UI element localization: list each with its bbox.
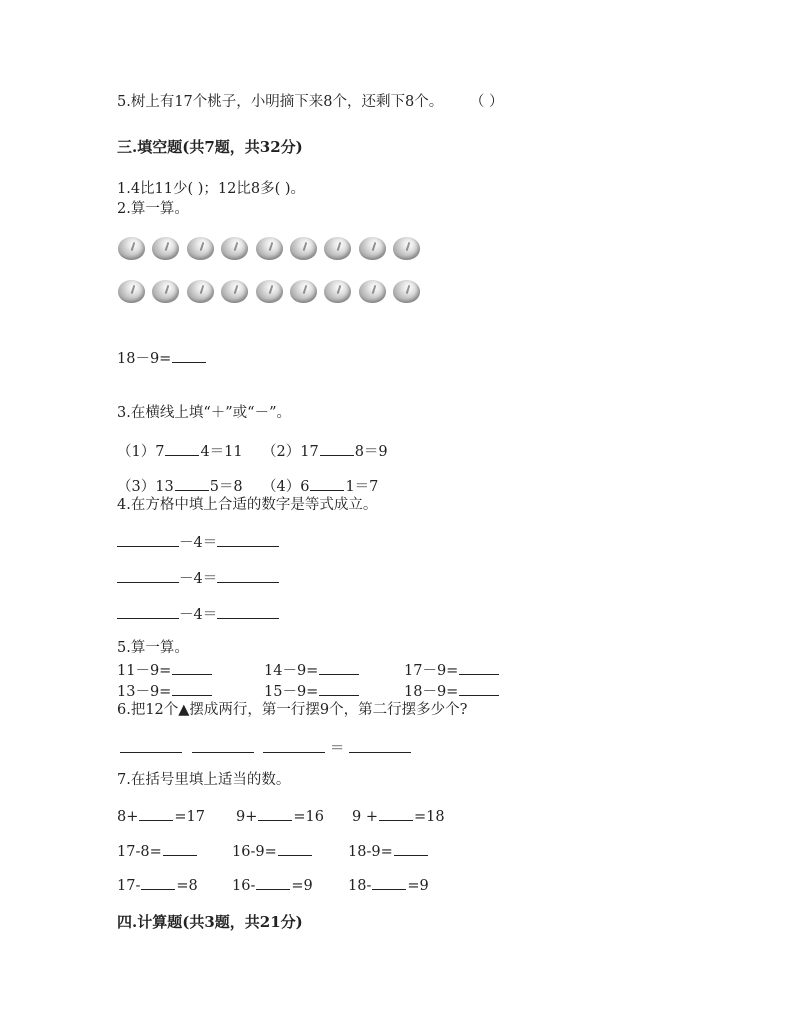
q7-item <box>117 875 198 895</box>
answer-paren[interactable]: （ ） <box>469 94 504 110</box>
section-3-title: 三.填空题(共7题，共32分) <box>117 138 303 156</box>
answer-blank[interactable] <box>172 348 206 363</box>
q6-equals: ＝ <box>329 741 345 757</box>
answer-blank[interactable] <box>349 738 411 753</box>
answer-blank[interactable] <box>278 841 312 856</box>
q5-item <box>264 681 360 701</box>
q5-item-text: 13－9= <box>117 684 172 700</box>
q7-pre: 16-9= <box>232 844 277 860</box>
fill-question-7: 7.在括号里填上适当的数。 <box>117 772 291 788</box>
q5-item-text: 18－9= <box>404 684 459 700</box>
section-4-title: 四.计算题(共3题，共21分) <box>117 913 303 931</box>
answer-blank[interactable] <box>320 441 354 456</box>
answer-blank[interactable] <box>258 806 292 821</box>
peach-icon <box>359 280 386 303</box>
answer-blank[interactable] <box>117 604 179 619</box>
peach-icon <box>221 280 248 303</box>
q5-item-text: 15－9= <box>264 684 319 700</box>
q7-post: =17 <box>174 809 205 825</box>
q5-item-text: 14－9= <box>264 663 319 679</box>
peach-icon <box>118 280 145 303</box>
fill-question-5: 5.算一算。 <box>117 640 189 656</box>
tf-question-5-text: 5.树上有17个桃子，小明摘下来8个，还剩下8个。 <box>117 94 444 110</box>
answer-blank[interactable] <box>165 441 199 456</box>
peach-icon <box>118 237 145 260</box>
answer-blank[interactable] <box>217 532 279 547</box>
peach-icon <box>324 280 351 303</box>
q3-item-num: （2）17 <box>262 444 319 460</box>
q2-equation <box>117 348 207 368</box>
q3-item-rest: 8＝9 <box>354 444 388 460</box>
answer-blank[interactable] <box>172 681 212 696</box>
q7-post: =18 <box>413 809 445 825</box>
answer-blank[interactable] <box>379 806 413 821</box>
q7-item <box>117 841 198 861</box>
answer-blank[interactable] <box>172 660 212 675</box>
q7-pre: 18-9= <box>348 844 393 860</box>
peach-icon <box>359 237 386 260</box>
q5-item <box>404 681 500 701</box>
q7-pre: 17-8= <box>117 844 162 860</box>
q3-item-num: （4）6 <box>262 479 310 495</box>
peach-icon <box>187 237 214 260</box>
q3-item-rest: 4＝11 <box>200 444 243 460</box>
answer-blank[interactable] <box>217 604 279 619</box>
q3-item-4 <box>262 476 378 496</box>
answer-blank[interactable] <box>175 476 209 491</box>
q5-item <box>264 660 360 680</box>
q4-operator: －4＝ <box>179 535 218 551</box>
q7-item <box>232 841 313 861</box>
peach-icon <box>152 280 179 303</box>
q3-item-1 <box>117 441 243 461</box>
answer-blank[interactable] <box>394 841 428 856</box>
answer-blank[interactable] <box>141 875 175 890</box>
q3-item-3 <box>117 476 243 496</box>
answer-blank[interactable] <box>256 875 290 890</box>
peach-icon <box>256 237 283 260</box>
peach-icon <box>393 237 420 260</box>
answer-blank[interactable] <box>117 568 179 583</box>
q7-post: =16 <box>293 809 324 825</box>
q7-item <box>352 806 445 826</box>
fill-question-2: 2.算一算。 <box>117 201 189 217</box>
fill-question-6: 6.把12个▲摆成两行，第一行摆9个，第二行摆多少个? <box>117 702 468 718</box>
answer-blank[interactable] <box>117 532 179 547</box>
answer-blank[interactable] <box>192 738 254 753</box>
q4-row-2 <box>117 568 279 588</box>
q5-item-text: 11－9= <box>117 663 172 679</box>
q3-item-2 <box>262 441 388 461</box>
answer-blank[interactable] <box>263 738 325 753</box>
q5-item <box>117 681 213 701</box>
fill-question-3: 3.在横线上填“＋”或“－”。 <box>117 405 291 421</box>
peach-icon <box>290 237 317 260</box>
answer-blank[interactable] <box>372 875 406 890</box>
peach-icon <box>187 280 214 303</box>
answer-blank[interactable] <box>120 738 182 753</box>
q7-item <box>232 875 313 895</box>
peach-icon <box>290 280 317 303</box>
peach-icon <box>221 237 248 260</box>
q5-item <box>117 660 213 680</box>
q4-row-1 <box>117 532 279 552</box>
q4-row-3 <box>117 604 279 624</box>
tf-question-5 <box>117 93 503 111</box>
answer-blank[interactable] <box>319 681 359 696</box>
answer-blank[interactable] <box>319 660 359 675</box>
q6-equation <box>120 738 411 758</box>
answer-blank[interactable] <box>310 476 344 491</box>
answer-blank[interactable] <box>459 660 499 675</box>
answer-blank[interactable] <box>163 841 197 856</box>
q7-post: =9 <box>407 878 429 894</box>
peach-icon <box>256 280 283 303</box>
q7-pre: 9 + <box>352 809 378 825</box>
q7-pre: 16- <box>232 878 256 894</box>
answer-blank[interactable] <box>459 681 499 696</box>
q7-item <box>348 875 429 895</box>
q7-item <box>117 806 205 826</box>
q7-item <box>236 806 324 826</box>
peach-icon <box>393 280 420 303</box>
q3-item-rest: 1＝7 <box>345 479 379 495</box>
q7-post: =9 <box>291 878 313 894</box>
q7-pre: 18- <box>348 878 372 894</box>
peach-icon <box>324 237 351 260</box>
q7-post: =8 <box>176 878 198 894</box>
q5-item <box>404 660 500 680</box>
q7-pre: 17- <box>117 878 141 894</box>
q4-operator: －4＝ <box>179 607 218 623</box>
q7-item <box>348 841 429 861</box>
peach-icon <box>152 237 179 260</box>
q4-operator: －4＝ <box>179 571 218 587</box>
q3-item-num: （1）7 <box>117 444 165 460</box>
q7-pre: 8+ <box>117 809 139 825</box>
fill-question-4: 4.在方格中填上合适的数字是等式成立。 <box>117 497 378 513</box>
q7-pre: 9+ <box>236 809 258 825</box>
q5-item-text: 17－9= <box>404 663 459 679</box>
q3-item-rest: 5＝8 <box>209 479 243 495</box>
answer-blank[interactable] <box>139 806 173 821</box>
answer-blank[interactable] <box>217 568 279 583</box>
q2-equation-text: 18－9= <box>117 351 172 367</box>
fill-question-1: 1.4比11少( )；12比8多( )。 <box>117 181 306 197</box>
q3-item-num: （3）13 <box>117 479 174 495</box>
